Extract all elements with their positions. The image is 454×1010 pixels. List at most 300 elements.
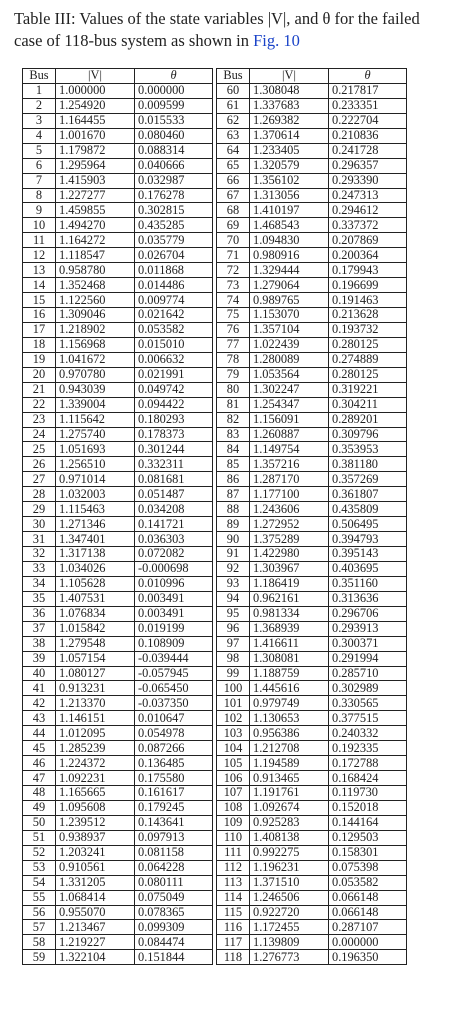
bus-cell: 97 xyxy=(217,636,250,651)
table-row xyxy=(23,845,407,860)
table-row xyxy=(23,606,407,621)
voltage-cell: 1.317138 xyxy=(56,547,135,562)
voltage-cell: 1.122560 xyxy=(56,293,135,308)
bus-cell: 79 xyxy=(217,367,250,382)
table-row xyxy=(23,293,407,308)
voltage-cell: 0.989765 xyxy=(250,293,329,308)
bus-cell: 13 xyxy=(23,263,56,278)
bus-cell: 108 xyxy=(217,800,250,815)
angle-cell: 0.330565 xyxy=(329,696,407,711)
angle-cell: 0.144164 xyxy=(329,815,407,830)
bus-cell: 77 xyxy=(217,337,250,352)
angle-cell: 0.240332 xyxy=(329,726,407,741)
angle-cell: 0.172788 xyxy=(329,756,407,771)
header-bus: Bus xyxy=(217,69,250,84)
voltage-cell: 1.156968 xyxy=(56,337,135,352)
angle-cell: 0.143641 xyxy=(135,815,213,830)
bus-cell: 69 xyxy=(217,218,250,233)
bus-cell: 5 xyxy=(23,143,56,158)
angle-cell: 0.180293 xyxy=(135,412,213,427)
bus-cell: 52 xyxy=(23,845,56,860)
voltage-cell: 1.057154 xyxy=(56,651,135,666)
voltage-cell: 1.165665 xyxy=(56,786,135,801)
voltage-cell: 1.445616 xyxy=(250,681,329,696)
angle-cell: 0.233351 xyxy=(329,98,407,113)
bus-cell: 22 xyxy=(23,397,56,412)
voltage-cell: 1.118547 xyxy=(56,248,135,263)
angle-cell: 0.241728 xyxy=(329,143,407,158)
bus-cell: 75 xyxy=(217,308,250,323)
bus-cell: 107 xyxy=(217,786,250,801)
table-row xyxy=(23,203,407,218)
bus-cell: 70 xyxy=(217,233,250,248)
angle-cell: 0.066148 xyxy=(329,905,407,920)
voltage-cell: 1.094830 xyxy=(250,233,329,248)
bus-cell: 19 xyxy=(23,352,56,367)
table-row xyxy=(23,143,407,158)
table-row xyxy=(23,308,407,323)
voltage-cell: 1.146151 xyxy=(56,711,135,726)
voltage-cell: 1.468543 xyxy=(250,218,329,233)
angle-cell: 0.293913 xyxy=(329,621,407,636)
angle-cell: 0.088314 xyxy=(135,143,213,158)
voltage-cell: 1.164455 xyxy=(56,113,135,128)
table-caption xyxy=(14,8,444,52)
table-row xyxy=(23,800,407,815)
voltage-cell: 1.370614 xyxy=(250,128,329,143)
angle-cell: 0.296706 xyxy=(329,606,407,621)
angle-cell: 0.010647 xyxy=(135,711,213,726)
table-row xyxy=(23,905,407,920)
bus-cell: 94 xyxy=(217,591,250,606)
table-row xyxy=(23,158,407,173)
bus-cell: 102 xyxy=(217,711,250,726)
bus-cell: 41 xyxy=(23,681,56,696)
voltage-cell: 1.308081 xyxy=(250,651,329,666)
bus-cell: 114 xyxy=(217,890,250,905)
bus-cell: 111 xyxy=(217,845,250,860)
table-row xyxy=(23,576,407,591)
table-row xyxy=(23,173,407,188)
bus-cell: 91 xyxy=(217,547,250,562)
angle-cell: 0.294612 xyxy=(329,203,407,218)
bus-cell: 109 xyxy=(217,815,250,830)
angle-cell: 0.049742 xyxy=(135,382,213,397)
bus-cell: 87 xyxy=(217,487,250,502)
bus-cell: 80 xyxy=(217,382,250,397)
bus-cell: 74 xyxy=(217,293,250,308)
voltage-cell: 1.337683 xyxy=(250,98,329,113)
voltage-cell: 1.153070 xyxy=(250,308,329,323)
voltage-cell: 1.271346 xyxy=(56,517,135,532)
bus-cell: 42 xyxy=(23,696,56,711)
bus-cell: 103 xyxy=(217,726,250,741)
voltage-cell: 1.164272 xyxy=(56,233,135,248)
bus-cell: 30 xyxy=(23,517,56,532)
bus-cell: 93 xyxy=(217,576,250,591)
table-row xyxy=(23,786,407,801)
table-row xyxy=(23,382,407,397)
table-row xyxy=(23,218,407,233)
voltage-cell: 1.115642 xyxy=(56,412,135,427)
bus-cell: 90 xyxy=(217,532,250,547)
angle-cell: 0.000000 xyxy=(329,935,407,950)
caption-text: Table III: Values of the state variables |V|, and θ for the failed case of 118-bus system as shown in xyxy=(14,9,420,50)
angle-cell: 0.301244 xyxy=(135,442,213,457)
angle-cell: 0.394793 xyxy=(329,532,407,547)
voltage-cell: 1.076834 xyxy=(56,606,135,621)
voltage-cell: 0.922720 xyxy=(250,905,329,920)
bus-cell: 3 xyxy=(23,113,56,128)
bus-cell: 115 xyxy=(217,905,250,920)
voltage-cell: 1.149754 xyxy=(250,442,329,457)
voltage-cell: 1.352468 xyxy=(56,278,135,293)
bus-cell: 98 xyxy=(217,651,250,666)
table-row xyxy=(23,278,407,293)
table-row xyxy=(23,442,407,457)
voltage-cell: 1.407531 xyxy=(56,591,135,606)
bus-cell: 84 xyxy=(217,442,250,457)
voltage-cell: 1.194589 xyxy=(250,756,329,771)
voltage-cell: 0.981334 xyxy=(250,606,329,621)
angle-cell: 0.094422 xyxy=(135,397,213,412)
voltage-cell: 1.313056 xyxy=(250,188,329,203)
angle-cell: 0.161617 xyxy=(135,786,213,801)
angle-cell: 0.280125 xyxy=(329,367,407,382)
bus-cell: 36 xyxy=(23,606,56,621)
table-row xyxy=(23,771,407,786)
angle-cell: 0.097913 xyxy=(135,830,213,845)
bus-cell: 15 xyxy=(23,293,56,308)
table-row xyxy=(23,636,407,651)
table-row xyxy=(23,263,407,278)
voltage-cell: 1.095608 xyxy=(56,800,135,815)
voltage-cell: 1.233405 xyxy=(250,143,329,158)
table-row xyxy=(23,128,407,143)
angle-cell: 0.381180 xyxy=(329,457,407,472)
angle-cell: 0.108909 xyxy=(135,636,213,651)
bus-cell: 57 xyxy=(23,920,56,935)
angle-cell: 0.357269 xyxy=(329,472,407,487)
table-row xyxy=(23,517,407,532)
voltage-cell: 0.962161 xyxy=(250,591,329,606)
table-row xyxy=(23,621,407,636)
voltage-cell: 1.279548 xyxy=(56,636,135,651)
angle-cell: 0.176278 xyxy=(135,188,213,203)
table-row xyxy=(23,950,407,965)
voltage-cell: 1.092231 xyxy=(56,771,135,786)
bus-cell: 66 xyxy=(217,173,250,188)
angle-cell: 0.210836 xyxy=(329,128,407,143)
voltage-cell: 1.105628 xyxy=(56,576,135,591)
voltage-cell: 1.295964 xyxy=(56,158,135,173)
bus-cell: 26 xyxy=(23,457,56,472)
table-row xyxy=(23,457,407,472)
table-row xyxy=(23,830,407,845)
angle-cell: 0.032987 xyxy=(135,173,213,188)
bus-cell: 78 xyxy=(217,352,250,367)
voltage-cell: 1.034026 xyxy=(56,561,135,576)
angle-cell: 0.302989 xyxy=(329,681,407,696)
angle-cell: 0.291994 xyxy=(329,651,407,666)
bus-cell: 25 xyxy=(23,442,56,457)
voltage-cell: 0.943039 xyxy=(56,382,135,397)
angle-cell: 0.179943 xyxy=(329,263,407,278)
table-row xyxy=(23,397,407,412)
bus-cell: 38 xyxy=(23,636,56,651)
voltage-cell: 1.212708 xyxy=(250,741,329,756)
voltage-cell: 1.224372 xyxy=(56,756,135,771)
angle-cell: 0.196699 xyxy=(329,278,407,293)
bus-cell: 31 xyxy=(23,532,56,547)
voltage-cell: 1.422980 xyxy=(250,547,329,562)
angle-cell: 0.006632 xyxy=(135,352,213,367)
voltage-cell: 1.371510 xyxy=(250,875,329,890)
angle-cell: 0.304211 xyxy=(329,397,407,412)
voltage-cell: 1.218902 xyxy=(56,322,135,337)
bus-cell: 81 xyxy=(217,397,250,412)
angle-cell: 0.222704 xyxy=(329,113,407,128)
voltage-cell: 1.012095 xyxy=(56,726,135,741)
voltage-cell: 1.191761 xyxy=(250,786,329,801)
angle-cell: 0.319221 xyxy=(329,382,407,397)
angle-cell: 0.337372 xyxy=(329,218,407,233)
angle-cell: 0.064228 xyxy=(135,860,213,875)
angle-cell: 0.175580 xyxy=(135,771,213,786)
angle-cell: 0.217817 xyxy=(329,83,407,98)
table-row xyxy=(23,472,407,487)
angle-cell: 0.129503 xyxy=(329,830,407,845)
angle-cell: 0.080111 xyxy=(135,875,213,890)
table-row xyxy=(23,367,407,382)
bus-cell: 85 xyxy=(217,457,250,472)
bus-cell: 67 xyxy=(217,188,250,203)
table-row xyxy=(23,98,407,113)
angle-cell: 0.200364 xyxy=(329,248,407,263)
bus-cell: 58 xyxy=(23,935,56,950)
table-row xyxy=(23,756,407,771)
voltage-cell: 1.276773 xyxy=(250,950,329,965)
bus-cell: 48 xyxy=(23,786,56,801)
bus-cell: 88 xyxy=(217,502,250,517)
voltage-cell: 1.213370 xyxy=(56,696,135,711)
table-row xyxy=(23,696,407,711)
table-row xyxy=(23,935,407,950)
angle-cell: 0.003491 xyxy=(135,591,213,606)
voltage-cell: 1.356102 xyxy=(250,173,329,188)
bus-cell: 64 xyxy=(217,143,250,158)
voltage-cell: 1.285239 xyxy=(56,741,135,756)
header-theta: θ xyxy=(329,69,407,84)
bus-cell: 83 xyxy=(217,427,250,442)
angle-cell: 0.072082 xyxy=(135,547,213,562)
voltage-cell: 1.322104 xyxy=(56,950,135,965)
voltage-cell: 1.239512 xyxy=(56,815,135,830)
voltage-cell: 1.130653 xyxy=(250,711,329,726)
voltage-cell: 1.331205 xyxy=(56,875,135,890)
angle-cell: 0.293390 xyxy=(329,173,407,188)
angle-cell: 0.080460 xyxy=(135,128,213,143)
table-row xyxy=(23,651,407,666)
angle-cell: -0.057945 xyxy=(135,666,213,681)
angle-cell: 0.193732 xyxy=(329,322,407,337)
bus-cell: 55 xyxy=(23,890,56,905)
bus-cell: 45 xyxy=(23,741,56,756)
table-row xyxy=(23,532,407,547)
bus-cell: 56 xyxy=(23,905,56,920)
bus-cell: 23 xyxy=(23,412,56,427)
bus-cell: 76 xyxy=(217,322,250,337)
table-body xyxy=(23,83,407,964)
voltage-cell: 1.080127 xyxy=(56,666,135,681)
bus-cell: 20 xyxy=(23,367,56,382)
voltage-cell: 1.032003 xyxy=(56,487,135,502)
table-header-row xyxy=(23,69,407,84)
angle-cell: 0.015010 xyxy=(135,337,213,352)
voltage-cell: 1.015842 xyxy=(56,621,135,636)
bus-cell: 33 xyxy=(23,561,56,576)
bus-cell: 37 xyxy=(23,621,56,636)
bus-cell: 118 xyxy=(217,950,250,965)
angle-cell: 0.361807 xyxy=(329,487,407,502)
voltage-cell: 1.243606 xyxy=(250,502,329,517)
bus-cell: 49 xyxy=(23,800,56,815)
angle-cell: 0.435285 xyxy=(135,218,213,233)
voltage-cell: 1.041672 xyxy=(56,352,135,367)
bus-cell: 6 xyxy=(23,158,56,173)
voltage-cell: 0.955070 xyxy=(56,905,135,920)
angle-cell: 0.309796 xyxy=(329,427,407,442)
angle-cell: 0.040666 xyxy=(135,158,213,173)
voltage-cell: 1.000000 xyxy=(56,83,135,98)
bus-cell: 28 xyxy=(23,487,56,502)
angle-cell: 0.506495 xyxy=(329,517,407,532)
angle-cell: 0.332311 xyxy=(135,457,213,472)
voltage-cell: 0.910561 xyxy=(56,860,135,875)
angle-cell: 0.435809 xyxy=(329,502,407,517)
voltage-cell: 0.956386 xyxy=(250,726,329,741)
angle-cell: 0.403695 xyxy=(329,561,407,576)
angle-cell: 0.353953 xyxy=(329,442,407,457)
angle-cell: 0.010996 xyxy=(135,576,213,591)
angle-cell: 0.053582 xyxy=(329,875,407,890)
angle-cell: 0.395143 xyxy=(329,547,407,562)
voltage-cell: 1.329444 xyxy=(250,263,329,278)
voltage-cell: 1.303967 xyxy=(250,561,329,576)
voltage-cell: 0.970780 xyxy=(56,367,135,382)
voltage-cell: 1.410197 xyxy=(250,203,329,218)
bus-cell: 24 xyxy=(23,427,56,442)
table-row xyxy=(23,188,407,203)
voltage-cell: 1.246506 xyxy=(250,890,329,905)
angle-cell: 0.296357 xyxy=(329,158,407,173)
table-row xyxy=(23,591,407,606)
table-row xyxy=(23,666,407,681)
angle-cell: 0.078365 xyxy=(135,905,213,920)
table-row xyxy=(23,487,407,502)
angle-cell: 0.009774 xyxy=(135,293,213,308)
bus-cell: 18 xyxy=(23,337,56,352)
bus-cell: 54 xyxy=(23,875,56,890)
angle-cell: 0.168424 xyxy=(329,771,407,786)
angle-cell: 0.192335 xyxy=(329,741,407,756)
bus-cell: 95 xyxy=(217,606,250,621)
bus-cell: 65 xyxy=(217,158,250,173)
table-row xyxy=(23,113,407,128)
bus-cell: 96 xyxy=(217,621,250,636)
table-row xyxy=(23,427,407,442)
voltage-cell: 1.308048 xyxy=(250,83,329,98)
angle-cell: 0.053582 xyxy=(135,322,213,337)
voltage-cell: 0.913465 xyxy=(250,771,329,786)
table-row xyxy=(23,726,407,741)
voltage-cell: 0.971014 xyxy=(56,472,135,487)
bus-cell: 86 xyxy=(217,472,250,487)
voltage-cell: 1.139809 xyxy=(250,935,329,950)
voltage-cell: 1.156091 xyxy=(250,412,329,427)
voltage-cell: 1.254347 xyxy=(250,397,329,412)
table-row xyxy=(23,815,407,830)
bus-cell: 112 xyxy=(217,860,250,875)
angle-cell: 0.207869 xyxy=(329,233,407,248)
table-row xyxy=(23,83,407,98)
angle-cell: 0.302815 xyxy=(135,203,213,218)
angle-cell: 0.034208 xyxy=(135,502,213,517)
voltage-cell: 1.320579 xyxy=(250,158,329,173)
angle-cell: 0.289201 xyxy=(329,412,407,427)
voltage-cell: 1.227277 xyxy=(56,188,135,203)
angle-cell: 0.196350 xyxy=(329,950,407,965)
bus-cell: 4 xyxy=(23,128,56,143)
angle-cell: 0.081158 xyxy=(135,845,213,860)
angle-cell: 0.178373 xyxy=(135,427,213,442)
voltage-cell: 1.275740 xyxy=(56,427,135,442)
table-row xyxy=(23,890,407,905)
table-row xyxy=(23,875,407,890)
table-row xyxy=(23,502,407,517)
voltage-cell: 1.494270 xyxy=(56,218,135,233)
bus-cell: 101 xyxy=(217,696,250,711)
bus-cell: 43 xyxy=(23,711,56,726)
angle-cell: 0.141721 xyxy=(135,517,213,532)
table-row xyxy=(23,412,407,427)
voltage-cell: 0.958780 xyxy=(56,263,135,278)
voltage-cell: 0.992275 xyxy=(250,845,329,860)
bus-cell: 16 xyxy=(23,308,56,323)
voltage-cell: 1.309046 xyxy=(56,308,135,323)
table-row xyxy=(23,561,407,576)
bus-cell: 1 xyxy=(23,83,56,98)
table-row xyxy=(23,352,407,367)
voltage-cell: 1.269382 xyxy=(250,113,329,128)
bus-cell: 116 xyxy=(217,920,250,935)
voltage-cell: 1.051693 xyxy=(56,442,135,457)
table-row xyxy=(23,547,407,562)
angle-cell: 0.151844 xyxy=(135,950,213,965)
voltage-cell: 1.339004 xyxy=(56,397,135,412)
angle-cell: 0.066148 xyxy=(329,890,407,905)
bus-cell: 59 xyxy=(23,950,56,965)
angle-cell: -0.000698 xyxy=(135,561,213,576)
voltage-cell: 1.196231 xyxy=(250,860,329,875)
header-v: |V| xyxy=(250,69,329,84)
table-row xyxy=(23,322,407,337)
bus-cell: 50 xyxy=(23,815,56,830)
figure-link[interactable]: Fig. 10 xyxy=(253,31,300,50)
voltage-cell: 1.022439 xyxy=(250,337,329,352)
voltage-cell: 1.186419 xyxy=(250,576,329,591)
voltage-cell: 1.347401 xyxy=(56,532,135,547)
